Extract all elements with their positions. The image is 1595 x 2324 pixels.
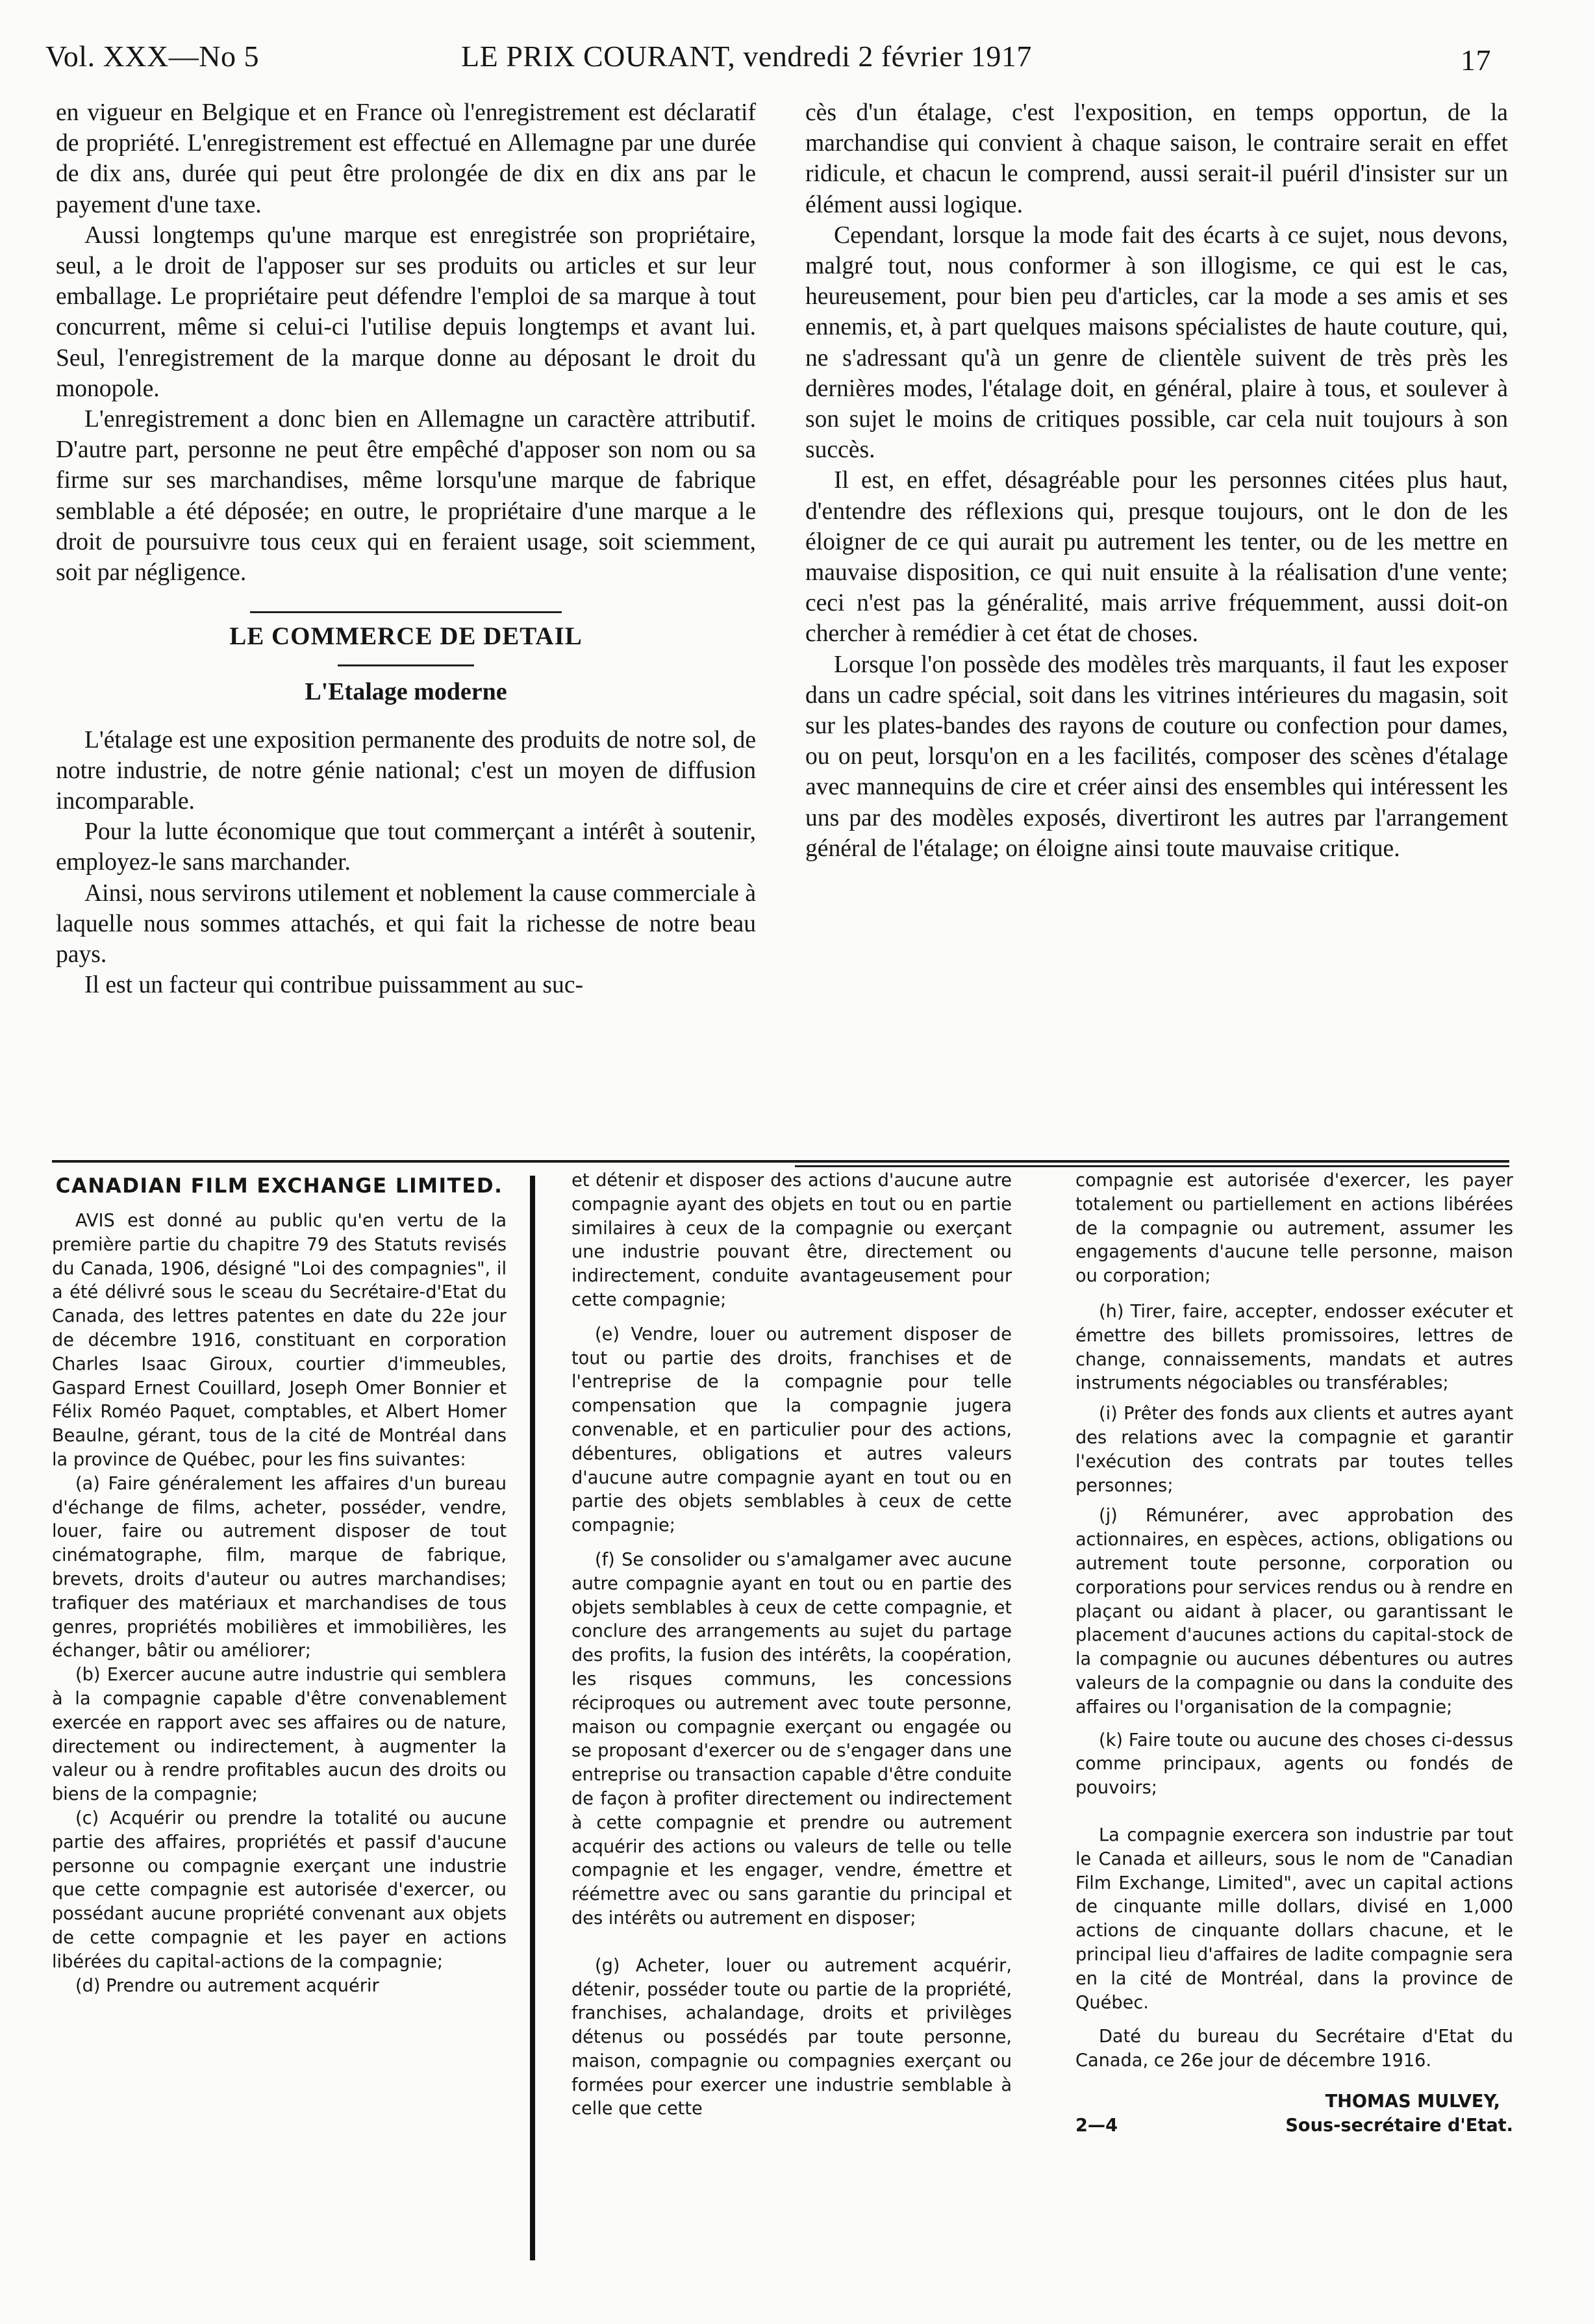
signature-row [1075,2114,1513,2138]
notice-paragraph: (h) Tirer, faire, accepter, endosser exécuter et émettre des billets promissoires, lettres de change, connaissements, mandats et autres instruments négociables ou transférables; [1075,1301,1513,1394]
page-header [45,39,1491,84]
horizontal-divider-secondary [795,1165,1509,1167]
section-rule [250,611,562,613]
article-subtitle: L'Etalage moderne [305,678,507,706]
column-rule [530,1176,535,2260]
notice-reference: 2—4 [1075,2115,1118,2136]
signatory-name: THOMAS MULVEY, [1325,2091,1500,2112]
article-paragraph: Il est, en effet, désagréable pour les personnes citées plus haut, d'entendre des réflexions qui, presque toujours, ont le don de les éloigner de ce qui aurait pu autrement les tenter, ou de les mettre en mauvaise disposition, ce qui nuit ensuite à la réalisation d'une vente; ceci n'est pas la généralité, mais arrive fréquemment, aussi doit-on chercher à remédier à cet état de choses. [805,467,1508,648]
notice-paragraph: La compagnie exercera son industrie par tout le Canada et ailleurs, sous le nom de "Canadian Film Exchange, Limited", avec un capital actions de cinquante mille dollars, divisé en 1,000 actions de cinquante dollars chacune, et le principal lieu d'affaires de ladite compagnie sera en la cité de Montréal, dans la province de Québec. [1075,1825,1513,2013]
horizontal-divider [52,1160,1509,1163]
notice-paragraph: (a) Faire généralement les affaires d'un bureau d'échange de films, acheter, posséder, vendre, louer, faire ou autrement disposer de tout cinématographe, film, marque de fabrique, brevets, droits d'auteur ou autres marchandises; trafiquer des matériaux et marchandises de tous genres, propriétés mobilières et immobilières, les échanger, bâtir ou améliorer; [52,1473,507,1661]
notice-paragraph: (e) Vendre, louer ou autrement disposer de tout ou partie des droits, franchises et de l'entreprise de la compagnie pour telle compensation que la compagnie jugera convenable, et en particulier pour des actions, débentures, obligations et autres valeurs d'aucune autre compagnie ayant en tout ou en partie des objets semblables à ceux de cette compagnie; [571,1324,1012,1536]
notice-paragraph: (b) Exercer aucune autre industrie qui semblera à la compagnie capable d'être convenablement exercée en rapport avec ses affaires ou de nature, directement ou indirectement, à augmenter la valeur ou à rendre profitables aucun des droits ou biens de la compagnie; [52,1665,507,1805]
article-paragraph: Aussi longtemps qu'une marque est enregistrée son propriétaire, seul, a le droit de l'apposer sur ses produits ou articles et sur leur emballage. Le propriétaire peut défendre l'emploi de sa marque à tout concurrent, même si celui-ci l'utilise depuis longtemps et avant lui. Seul, l'enregistrement de la marque donne au déposant le droit du monopole. [56,221,756,402]
notice-column-3 [1075,1169,1513,2138]
article-paragraph: Cependant, lorsque la mode fait des écarts à ce sujet, nous devons, malgré tout, nous conformer à son illogisme, ce qui est le cas, heureusement, pour bien peu d'articles, car la mode a ses amis et ses ennemis, et, à part quelques maisons spécialistes de haute couture, qui, ne s'adressant qu'à un genre de clientèle suivent de très près les dernières modes, l'étalage doit, en général, plaire à tous, et soulever à son sujet le moins de critiques possible, car cela nuit toujours à son succès. [805,221,1508,464]
notice-column-2 [571,1169,1012,2121]
notice-paragraph: (d) Prendre ou autrement acquérir [75,1975,379,1996]
masthead: LE PRIX COURANT, vendredi 2 février 1917 [461,40,1032,73]
notice-paragraph: Daté du bureau du Secrétaire d'Etat du Canada, ce 26e jour de décembre 1916. [1075,2027,1513,2071]
notice-paragraph: et détenir et disposer des actions d'aucune autre compagnie ayant des objets en tout ou en partie similaires à ceux de la compagnie ou exerçant une industrie pouvant être, directement ou indirectement, conduite avantageusement pour cette compagnie; [571,1170,1012,1310]
article-paragraph: Ainsi, nous servirons utilement et noblement la cause commerciale à laquelle nous sommes attachés, et qui fait la richesse de notre beau pays. [56,879,756,968]
notice-paragraph: (j) Rémunérer, avec approbation des actionnaires, en espèces, actions, obligations ou autrement toute personne, corporation ou corporations pour services rendus ou à rendre en plaçant ou aidant à placer, ou garantissant le placement d'aucunes actions du capital-stock de la compagnie ou aucunes débentures ou autres valeurs de la compagnie ou dans la conduite des affaires ou l'organisation de la compagnie; [1075,1506,1513,1717]
notice-paragraph: (f) Se consolider ou s'amalgamer avec aucune autre compagnie ayant en tout ou en partie des objets semblables à ceux de cette compagnie, et conclure des arrangements au sujet du partage des profits, la fusion des intérêts, la coopération, les risques communs, les concessions réciproques ou autrement avec toute personne, maison ou compagnie exerçant ou engagée ou se proposant d'exercer ou de s'engager dans une entreprise ou transaction capable d'être conduite de façon à profiter directement ou indirectement à cette compagnie et prendre ou autrement acquérir des actions ou valeurs de telle ou telle compagnie et les engager, vendre, émettre et réémettre avec ou sans garantie du principal et des intérêts ou autrement en disposer; [571,1549,1012,1928]
article-paragraph: en vigueur en Belgique et en France où l'enregistrement est déclaratif de propriété. L'enregistrement est effectué en Allemagne par une durée de dix ans, durée qui peut être prolongée de dix en dix ans par le payement d'une taxe. [56,99,756,218]
section-rule [338,664,474,666]
article-paragraph: Lorsque l'on possède des modèles très marquants, il faut les exposer dans un cadre spécial, soit dans les vitrines intérieures du magasin, soit sur les plates-bandes des rayons de couture ou confection pour dames, ou on peut, lorsqu'on en a les facilités, composer des scènes d'étalage avec mannequins de cire et créer ainsi des ensembles qui intéressent les uns par des modèles exposés, divertiront les autres par l'arrangement général de l'étalage; on éloigne ainsi toute mauvaise critique. [805,651,1508,862]
signatory-title: Sous-secrétaire d'Etat. [1285,2115,1513,2136]
article-paragraph: L'étalage est une exposition permanente des produits de notre sol, de notre industrie, de notre génie national; c'est un moyen de diffusion incomparable. [56,726,756,815]
article-paragraph: Il est un facteur qui contribue puissamment au suc- [84,972,584,999]
article-left-column [56,97,756,1000]
notice-paragraph: AVIS est donné au public qu'en vertu de la première partie du chapitre 79 des Statuts revisés du Canada, 1906, désigné "Loi des compagnies", il a été délivré sous le sceau du Secrétaire-d'Etat du Canada, des lettres patentes en date du 22e jour de décembre 1916, constituant en corporation Charles Isaac Giroux, courtier d'immeubles, Gaspard Ernest Couillard, Joseph Omer Bonnier et Félix Roméo Paquet, comptables, et Albert Homer Beaulne, gérant, tous de la cité de Montréal dans la province de Québec, pour les fins suivantes: [52,1211,507,1470]
notice-title: CANADIAN FILM EXCHANGE LIMITED. [55,1174,503,1198]
notice-paragraph: (c) Acquérir ou prendre la totalité ou aucune partie des affaires, propriétés et passif d'aucune personne ou compagnie exerçant une industrie que cette compagnie est autorisée d'exercer, ou possédant aucune propriété convenant aux objets de cette compagnie et les payer en actions libérées du capital-actions de la compagnie; [52,1808,507,1972]
article-paragraph: cès d'un étalage, c'est l'exposition, en temps opportun, de la marchandise qui convient à chaque saison, le contraire serait en effet ridicule, et chacun le comprend, aussi serait-il puéril d'insister sur un élément aussi logique. [805,99,1508,218]
notice-paragraph: (k) Faire toute ou aucune des choses ci-dessus comme principaux, agents ou fondés de pouvoirs; [1075,1730,1513,1799]
notice-paragraph: compagnie est autorisée d'exercer, les payer totalement ou partiellement en actions libérées de la compagnie ou autrement, assumer les engagements d'aucune telle personne, maison ou corporation; [1075,1170,1513,1287]
article-paragraph: Pour la lutte économique que tout commerçant a intérêt à soutenir, employez-le sans marchander. [56,818,756,876]
volume-number: Vol. XXX—No 5 [45,40,259,73]
article-paragraph: L'enregistrement a donc bien en Allemagne un caractère attributif. D'autre part, personne ne peut être empêché d'apposer son nom ou sa firme sur ses marchandises, même lorsqu'une marque de fabrique semblable a été déposée; en outre, le propriétaire d'une marque a le droit de poursuivre tous ceux qui en feraient usage, soit sciemment, soit par négligence. [56,406,756,587]
notice-column-1 [52,1173,507,1998]
page-number: 17 [1461,44,1491,77]
article-right-column [805,97,1508,864]
section-title: LE COMMERCE DE DETAIL [229,622,583,651]
notice-paragraph: (i) Prêter des fonds aux clients et autres ayant des relations avec la compagnie et garantir l'exécution des contrats par toutes telles personnes; [1075,1404,1513,1496]
notice-paragraph: (g) Acheter, louer ou autrement acquérir, détenir, posséder toute ou partie de la propriété, franchises, achalandage, droits et privilèges détenus ou possédés par toute personne, maison, compagnie ou compagnies exerçant ou formées pour exercer une industrie semblable à celle que cette [571,1955,1012,2119]
